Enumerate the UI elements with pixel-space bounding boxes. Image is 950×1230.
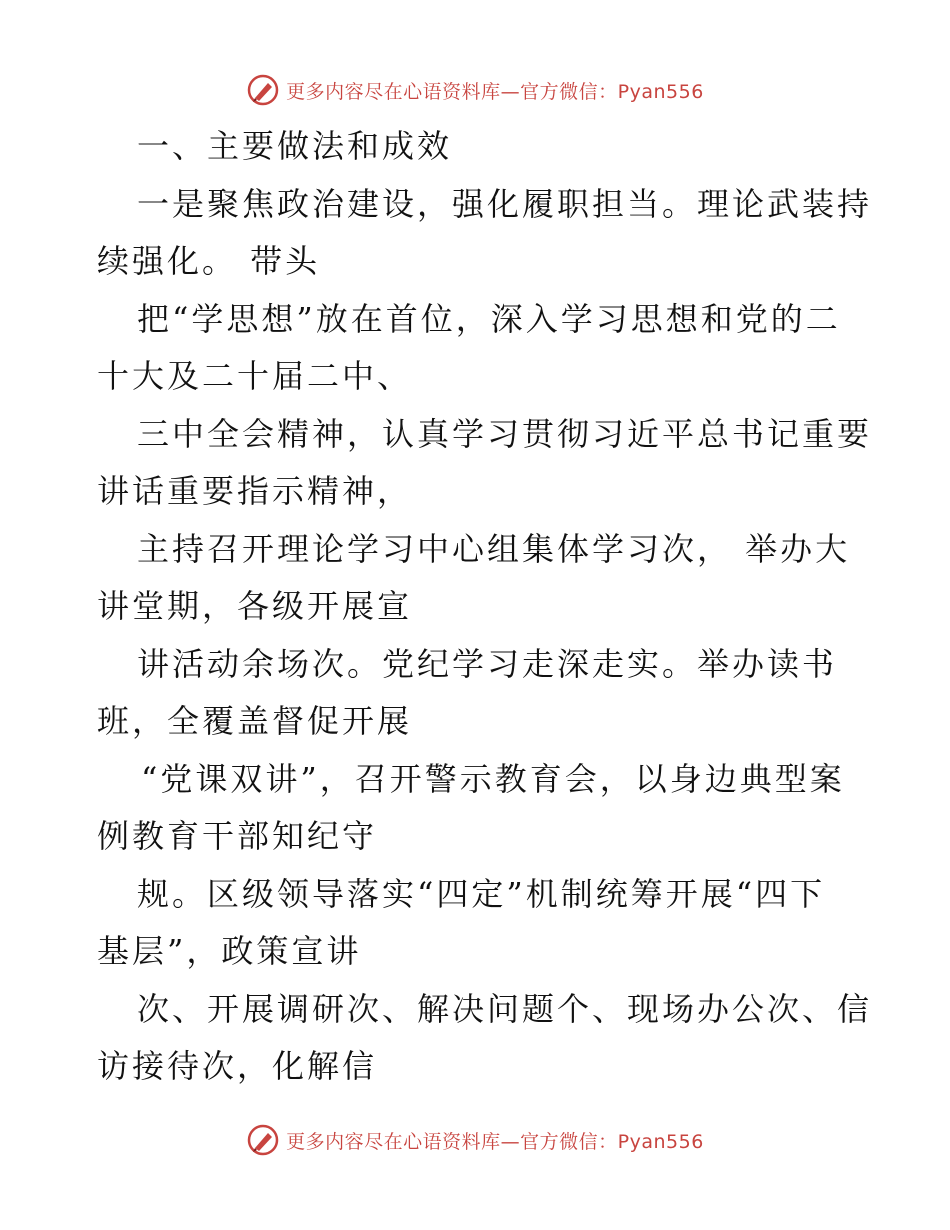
banner-wechat-text: 官方微信：Pyan556	[520, 80, 704, 103]
banner-dash: —	[500, 1130, 521, 1153]
banner-wechat-text: 官方微信：Pyan556	[520, 1130, 704, 1153]
section-heading: 一、主要做法和成效	[137, 127, 453, 165]
paragraph-line: 讲活动余场次。党纪学习走深走实。举办读书	[137, 644, 838, 683]
paragraph-line: 例教育干部知纪守	[97, 817, 378, 855]
banner-dash: —	[500, 80, 521, 103]
pen-logo-icon	[246, 73, 280, 107]
banner-main-text: 更多内容尽在心语资料库	[286, 1130, 501, 1153]
paragraph-line: 访接待次，化解信	[97, 1047, 378, 1085]
paragraph-line: “党课双讲”，召开警示教育会，以身边典型案	[141, 759, 845, 798]
paragraph-line: 十大及二十届二中、	[97, 357, 413, 395]
document-body	[97, 118, 873, 1096]
banner-text	[286, 77, 704, 104]
paragraph-line: 次、开展调研次、解决问题个、现场办公次、信	[137, 989, 873, 1028]
paragraph-line: 规。区级领导落实“四定”机制统筹开展“四下	[137, 874, 826, 913]
paragraph-line: 讲堂期，各级开展宣	[97, 587, 413, 625]
banner-text	[286, 1127, 704, 1154]
paragraph-line: 把“学思想”放在首位，深入学习思想和党的二	[137, 299, 841, 338]
paragraph-line: 一是聚焦政治建设，强化履职担当。理论武装持	[137, 184, 873, 223]
pen-logo-icon	[246, 1123, 280, 1157]
paragraph-line: 讲话重要指示精神，	[97, 472, 413, 510]
banner-main-text: 更多内容尽在心语资料库	[286, 80, 501, 103]
paragraph-line: 续强化。 带头	[97, 242, 321, 280]
header-banner	[0, 70, 950, 110]
paragraph-line: 主持召开理论学习中心组集体学习次， 举办大	[137, 529, 851, 568]
paragraph-line: 班，全覆盖督促开展	[97, 702, 413, 740]
paragraph-line: 基层”，政策宣讲	[97, 932, 362, 970]
paragraph-line: 三中全会精神，认真学习贯彻习近平总书记重要	[137, 414, 873, 453]
footer-banner	[0, 1120, 950, 1160]
